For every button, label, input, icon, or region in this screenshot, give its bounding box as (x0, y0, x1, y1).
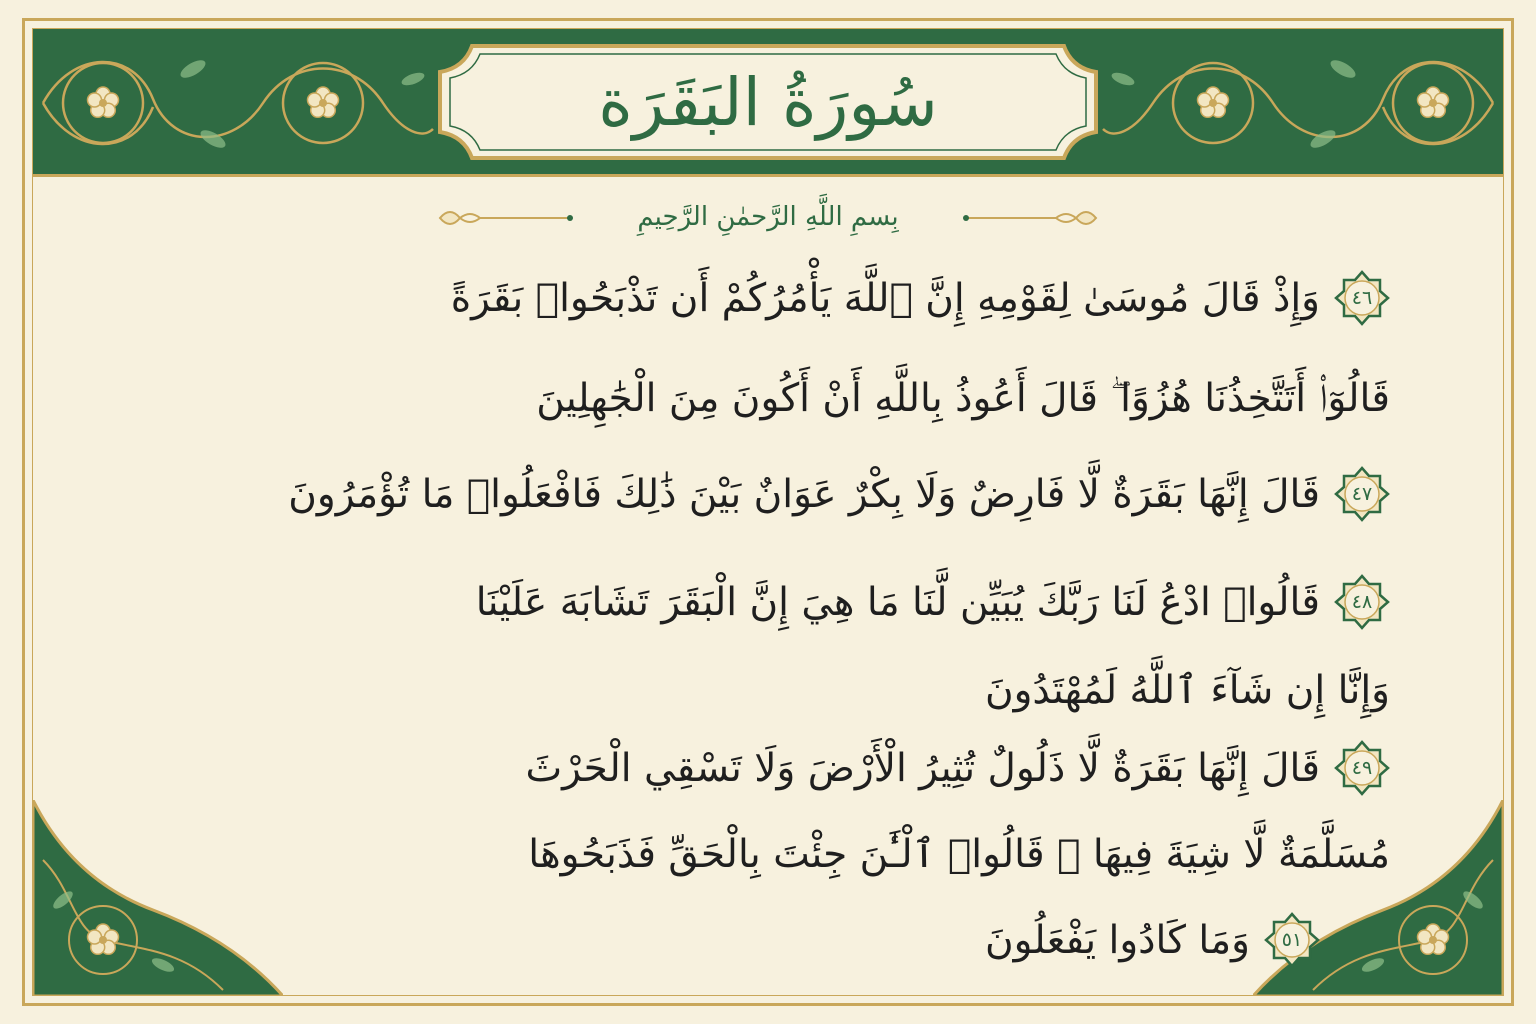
verse-text: مُسَلَّمَةٌ لَّا شِيَةَ فِيهَا ۚ قَالُوا۟ ٱلْـَٰٔنَ جِئْتَ بِالْحَقِّ فَذَبَحُوهَا (528, 831, 1390, 877)
verse-text: قَالَ إِنَّهَا بَقَرَةٌ لَّا ذَلُولٌ تُثِيرُ الْأَرْضَ وَلَا تَسْقِي الْحَرْثَ (525, 745, 1320, 791)
verse-line (528, 818, 1390, 890)
verse-line (985, 904, 1320, 976)
verse-text: وَإِذْ قَالَ مُوسَىٰ لِقَوْمِهِ إِنَّ ٱللَّهَ يَأْمُرُكُمْ أَن تَذْبَحُوا۟ بَقَرَةً (450, 275, 1320, 321)
verse-text: وَمَا كَادُوا يَفْعَلُونَ (985, 917, 1250, 963)
verse-line (451, 262, 1390, 334)
verse-text: قَالُوٓا۟ أَتَتَّخِذُنَا هُزُوًا ۖ قَالَ أَعُوذُ بِاللَّهِ أَنْ أَكُونَ مِنَ الْجَٰهِلِينَ (536, 375, 1390, 421)
verse-line (536, 362, 1390, 434)
verse-number: ٤٩ (1351, 757, 1373, 779)
verse-number-marker (1264, 912, 1320, 968)
verse-number: ٤٦ (1351, 287, 1373, 309)
verse-text: وَإِنَّا إِن شَآءَ ٱللَّهُ لَمُهْتَدُونَ (984, 667, 1390, 713)
verse-line (288, 458, 1390, 530)
surah-title: سُورَةُ البَقَرَة (598, 63, 938, 141)
verse-text: قَالَ إِنَّهَا بَقَرَةٌ لَّا فَارِضٌ وَلَا بِكْرٌ عَوَانٌ بَيْنَ ذَٰلِكَ فَافْعَلُوا۟ مَا تُؤْمَرُونَ (288, 471, 1320, 517)
verse-number: ٤٨ (1351, 591, 1373, 613)
verse-line (985, 654, 1390, 726)
verse-number-marker (1334, 270, 1390, 326)
verse-line (525, 732, 1390, 804)
verse-line (476, 566, 1390, 638)
verse-number-marker (1334, 740, 1390, 796)
corner-ornament-bottom-left (33, 800, 283, 996)
verse-number: ٥١ (1281, 929, 1303, 951)
verse-number: ٤٧ (1351, 483, 1373, 505)
verse-number-marker (1334, 466, 1390, 522)
basmala: بِسمِ اللَّهِ الرَّحمٰنِ الرَّحِيمِ (637, 202, 899, 232)
verse-text: قَالُوا۟ ادْعُ لَنَا رَبَّكَ يُبَيِّن لَّنَا مَا هِيَ إِنَّ الْبَقَرَ تَشَابَهَ عَلَيْنَا (475, 579, 1320, 625)
verse-number-marker (1334, 574, 1390, 630)
